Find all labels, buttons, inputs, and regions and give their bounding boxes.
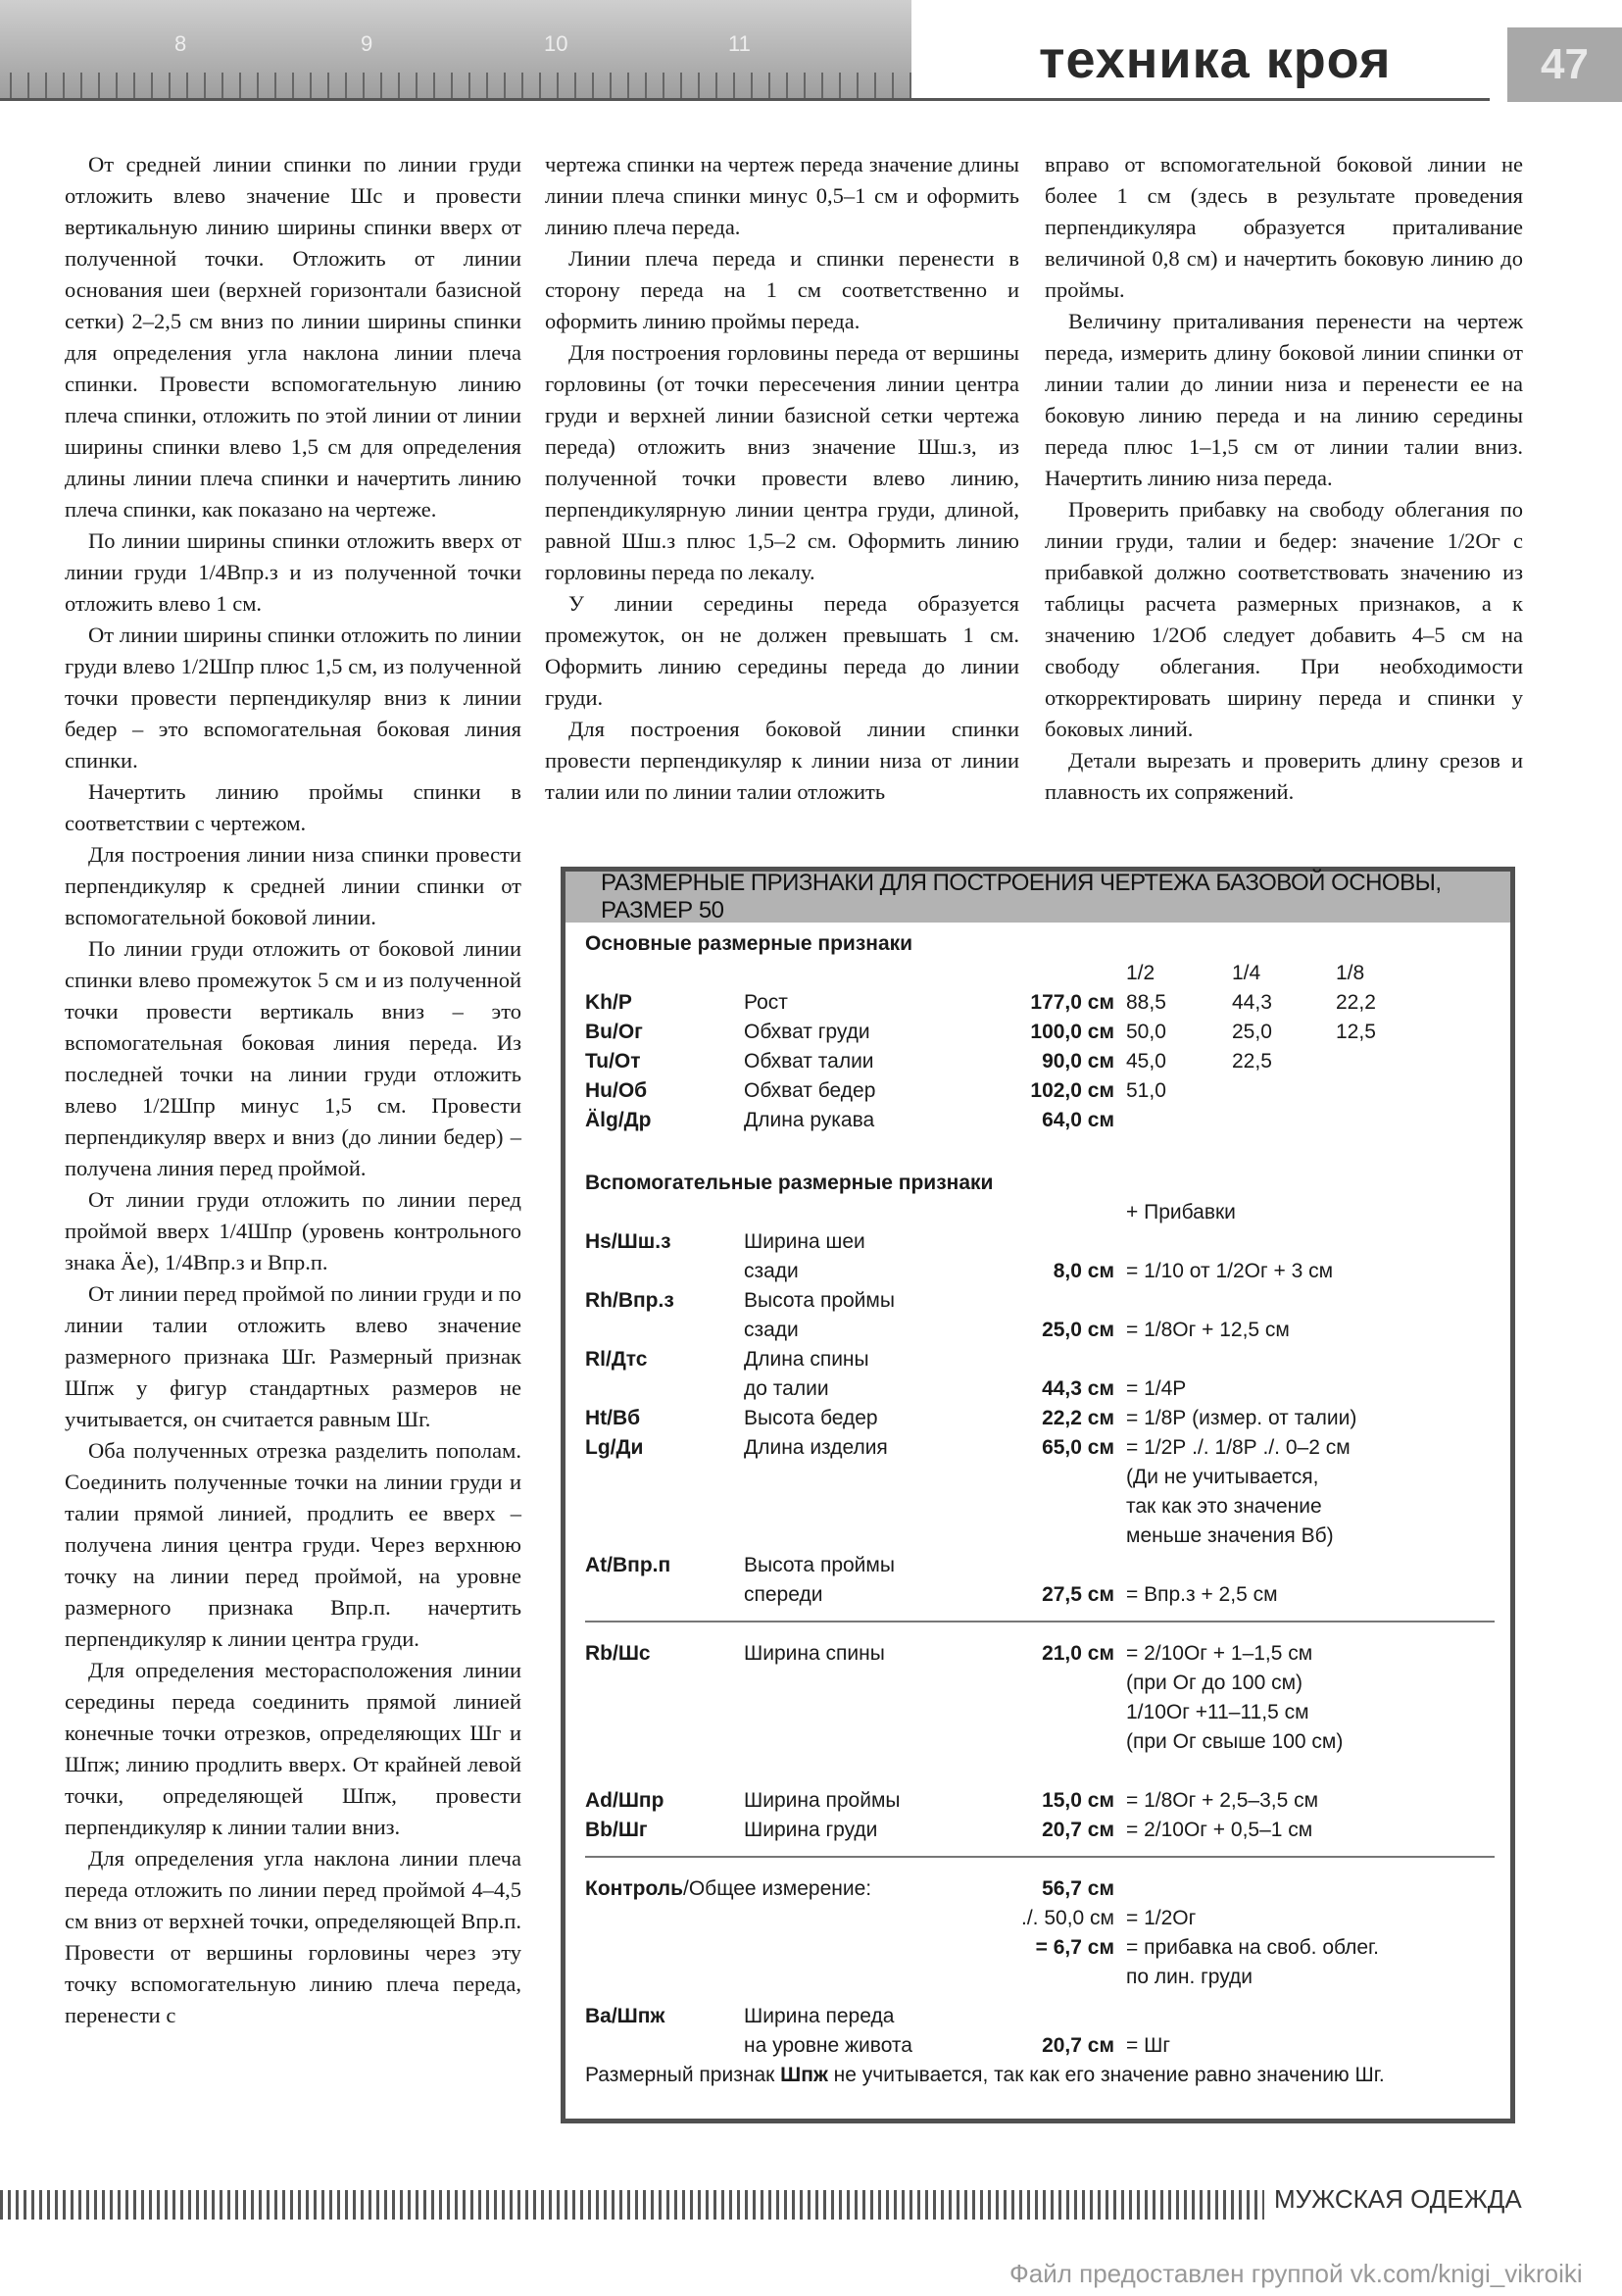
row-formula: = 1/2Р ./. 1/8Р ./. 0–2 см <box>1126 1436 1351 1459</box>
footer-barcode-strip <box>0 2190 1264 2220</box>
source-credit: Файл предоставлен группой vk.com/knigi_vikroiki <box>1009 2259 1583 2288</box>
row-name: спереди <box>744 1583 823 1606</box>
row-name: до талии <box>744 1377 829 1400</box>
row-half: 45,0 <box>1126 1050 1166 1073</box>
row-formula: = 2/10Ог + 1–1,5 см <box>1126 1642 1313 1665</box>
row-name: Высота проймы <box>744 1554 895 1576</box>
row-value: 90,0 см <box>1042 1050 1114 1073</box>
paragraph: По линии груди отложить от боковой линии спинки влево промежуток 5 см и из полученной точки провести вертикаль вниз – это вспомогательная боковая линия переда. Из последней точки на линии груди отложить влево 1/2Шпр минус 1,5 см. Провести перпендикуляр вверх и вниз (до линии бедер) – получена линия перед проймой. <box>65 936 521 1180</box>
row-quarter: 22,5 <box>1232 1050 1272 1073</box>
text-column-3 <box>1045 149 1523 808</box>
row-code: Hu/Об <box>585 1079 648 1102</box>
row-code: Ba/Шпж <box>585 2005 665 2027</box>
table-title: РАЗМЕРНЫЕ ПРИЗНАКИ ДЛЯ ПОСТРОЕНИЯ ЧЕРТЕЖА БАЗОВОЙ ОСНОВЫ, РАЗМЕР 50 <box>565 872 1510 923</box>
paragraph: У линии середины переда образуется промежуток, он не должен превышать 1 см. Оформить линию середины переда до линии груди. <box>545 591 1019 710</box>
paragraph: От средней линии спинки по линии груди отложить влево значение Шс и провести вертикальную линию ширины спинки вверх от полученной точки. Отложить от линии основания шеи (верхней горизонтали базисной сетки) 2–2,5 см вниз по линии ширины спинки для определения угла наклона линии плеча спинки. Провести вспомогательную линию плеча спинки, отложить по этой линии от линии ширины спинки влево 1,5 см для определения длины линии плеча спинки и начертить линию плеча спинки, как показано на чертеже. <box>65 152 521 522</box>
control-label <box>585 1877 871 1901</box>
paragraph: От линии перед проймой по линии груди и по линии талии отложить влево значение размерного признака Шг. Размерный признак Шпж у фигур стандартных размеров не учитывается, он считается равным Шг. <box>65 1281 521 1431</box>
row-note: (Ди не учитывается, <box>1126 1466 1319 1488</box>
control-subtract: ./. 50,0 см <box>1021 1907 1114 1929</box>
fraction-header: 1/8 <box>1336 962 1365 984</box>
row-code: Hs/Шш.з <box>585 1230 671 1253</box>
control-formula: = прибавка на своб. облег. <box>1126 1936 1379 1959</box>
row-formula: = 1/8Р (измер. от талии) <box>1126 1407 1357 1429</box>
row-note: так как это значение <box>1126 1495 1322 1518</box>
control-result: = 6,7 см <box>1035 1936 1114 1959</box>
paragraph: Для определения угла наклона линии плеча переда отложить по линии перед проймой 4–4,5 см вниз от верхней точки, определяющей Впр.п. Провести от вершины горловины через эту точку вспомогательную линию плеча переда, перенести с <box>65 1846 521 2027</box>
paragraph: Величину приталивания перенести на чертеж переда, измерить длину боковой линии спинки от линии талии до линии низа и перенести ее на боковую линию переда и на линию середины переда плюс 1–1,5 см от линии талии вниз. Начертить линию низа переда. <box>1045 309 1523 490</box>
text-column-2 <box>545 149 1019 808</box>
row-value: 15,0 см <box>1042 1789 1114 1812</box>
row-code: Älg/Др <box>585 1109 652 1131</box>
fraction-header: 1/2 <box>1126 962 1155 984</box>
ruler-number: 11 <box>728 31 751 56</box>
row-name: Рост <box>744 991 788 1014</box>
row-value: 21,0 см <box>1042 1642 1114 1665</box>
ruler-number: 9 <box>361 31 373 56</box>
row-formula: = 1/4Р <box>1126 1377 1187 1400</box>
paragraph: Для построения боковой линии спинки провести перпендикуляр к линии низа от линии талии или по линии талии отложить <box>545 717 1019 804</box>
row-note: меньше значения Вб) <box>1126 1524 1334 1547</box>
row-eighth: 12,5 <box>1336 1021 1376 1043</box>
row-eighth: 22,2 <box>1336 991 1376 1014</box>
ruler-strip <box>0 0 911 100</box>
row-formula: = 2/10Ог + 0,5–1 см <box>1126 1819 1313 1841</box>
row-name: сзади <box>744 1260 799 1282</box>
paragraph: Для определения месторасположения линии середины переда соединить прямой линией конечные точки отрезков, определяющих Шг и Шпж; линию продлить вверх. От крайней левой точки, определяющей Шпж, провести перпендикуляр к линии талии вниз. <box>65 1658 521 1839</box>
row-note: (при Ог свыше 100 см) <box>1126 1730 1344 1753</box>
paragraph: По линии ширины спинки отложить вверх от линии груди 1/4Впр.з и из полученной точки отложить влево 1 см. <box>65 528 521 616</box>
footnote-post: не учитывается, так как его значение равно значению Шг. <box>827 2064 1385 2086</box>
fraction-header: 1/4 <box>1232 962 1261 984</box>
paragraph: вправо от вспомогательной боковой линии не более 1 см (здесь в результате проведения перпендикуляра образуется приталивание величиной 0,8 см) и начертить боковую линию до проймы. <box>1045 152 1523 302</box>
row-formula: 1/10Ог +11–11,5 см <box>1126 1701 1309 1723</box>
row-name: Ширина спины <box>744 1642 885 1665</box>
row-half: 88,5 <box>1126 991 1166 1014</box>
aux-section-heading: Вспомогательные размерные признаки <box>585 1172 994 1194</box>
header-rule <box>0 98 1490 101</box>
control-label-rest: /Общее измерение: <box>683 1877 872 1900</box>
row-half: 51,0 <box>1126 1079 1166 1102</box>
paragraph: чертежа спинки на чертеж переда значение длины линии плеча спинки минус 0,5–1 см и оформить линию плеча переда. <box>545 152 1019 239</box>
section-title: техника кроя <box>1039 30 1392 89</box>
row-code: Ad/Шпр <box>585 1789 664 1812</box>
text-column-1 <box>65 149 521 2031</box>
row-name: Обхват талии <box>744 1050 874 1073</box>
row-formula: = 1/10 от 1/2Ог + 3 см <box>1126 1260 1334 1282</box>
row-value: 64,0 см <box>1042 1109 1114 1131</box>
row-name: Длина изделия <box>744 1436 888 1459</box>
measurements-table <box>561 867 1515 2123</box>
row-name: Ширина шеи <box>744 1230 865 1253</box>
row-code: Rl/Дтс <box>585 1348 648 1371</box>
row-name: Высота проймы <box>744 1289 895 1312</box>
row-code: Bu/Ог <box>585 1021 643 1043</box>
table-divider <box>585 1621 1495 1622</box>
row-value: 25,0 см <box>1042 1319 1114 1341</box>
row-code: Rh/Впр.з <box>585 1289 674 1312</box>
row-value: 65,0 см <box>1042 1436 1114 1459</box>
row-value: 20,7 см <box>1042 1819 1114 1841</box>
control-value: 56,7 см <box>1042 1877 1114 1900</box>
row-name: Длина рукава <box>744 1109 875 1131</box>
row-quarter: 44,3 <box>1232 991 1272 1014</box>
paragraph: Линии плеча переда и спинки перенести в сторону переда на 1 см соответственно и оформить линию проймы переда. <box>545 246 1019 333</box>
row-value: 177,0 см <box>1030 991 1114 1014</box>
paragraph: Проверить прибавку на свободу облегания по линии груди, талии и бедер: значение 1/2Ог с прибавкой должно соответствовать значению из таблицы расчета размерных признаков, а к значению 1/2Об следует добавить 4–5 см на свободу облегания. При необходимости откорректировать ширину переда и спинки у боковых линий. <box>1045 497 1523 741</box>
page-number: 47 <box>1507 27 1622 102</box>
row-code: Kh/P <box>585 991 632 1014</box>
row-code: Bb/Шг <box>585 1819 648 1841</box>
paragraph: Начертить линию проймы спинки в соответствии с чертежом. <box>65 779 521 835</box>
row-code: Rb/Шс <box>585 1642 651 1665</box>
row-value: 44,3 см <box>1042 1377 1114 1400</box>
row-name: Ширина переда <box>744 2005 895 2027</box>
row-value: 22,2 см <box>1042 1407 1114 1429</box>
row-name: Обхват бедер <box>744 1079 876 1102</box>
row-half: 50,0 <box>1126 1021 1166 1043</box>
row-value: 27,5 см <box>1042 1583 1114 1606</box>
ruler-number: 10 <box>544 31 568 56</box>
row-name: Обхват груди <box>744 1021 870 1043</box>
control-formula: = 1/2Ог <box>1126 1907 1197 1929</box>
row-formula: = Шг <box>1126 2034 1171 2057</box>
row-value: 100,0 см <box>1030 1021 1114 1043</box>
row-name: Ширина груди <box>744 1819 878 1841</box>
row-note: (при Ог до 100 см) <box>1126 1672 1303 1694</box>
row-code: Tu/От <box>585 1050 641 1073</box>
row-quarter: 25,0 <box>1232 1021 1272 1043</box>
row-name: Высота бедер <box>744 1407 878 1429</box>
row-code: At/Впр.п <box>585 1554 671 1576</box>
paragraph: Оба полученных отрезка разделить пополам. Соединить полученные точки на линии груди и талии прямой линией, продлить ее вверх – получена линия центра груди. Через верхнюю точку на линии перед проймой, на уровне размерного признака Впр.п. начертить перпендикуляр к линии центра груди. <box>65 1438 521 1651</box>
paragraph: От линии груди отложить по линии перед проймой вверх 1/4Шпр (уровень контрольного знака Äe), 1/4Впр.з и Впр.п. <box>65 1187 521 1274</box>
table-divider <box>585 1856 1495 1858</box>
paragraph: Для построения линии низа спинки провести перпендикуляр к средней линии спинки от вспомогательной боковой линии. <box>65 842 521 929</box>
row-code: Lg/Ди <box>585 1436 644 1459</box>
ruler-number: 8 <box>174 31 187 56</box>
additions-label: + Прибавки <box>1126 1201 1236 1223</box>
row-formula: = Впр.з + 2,5 см <box>1126 1583 1278 1606</box>
row-name: на уровне живота <box>744 2034 912 2057</box>
footnote-bold: Шпж <box>780 2064 828 2086</box>
paragraph: От линии ширины спинки отложить по линии груди влево 1/2Шпр плюс 1,5 см, из полученной точки провести перпендикуляр вниз к линии бедер – это вспомогательная боковая линия спинки. <box>65 623 521 773</box>
row-value: 20,7 см <box>1042 2034 1114 2057</box>
row-value: 8,0 см <box>1053 1260 1114 1282</box>
row-formula: = 1/8Ог + 12,5 см <box>1126 1319 1290 1341</box>
row-name: Ширина проймы <box>744 1789 901 1812</box>
control-label-bold: Контроль <box>585 1877 683 1900</box>
ruler-ticks <box>10 73 911 100</box>
main-section-heading: Основные размерные признаки <box>585 932 913 955</box>
row-name: Длина спины <box>744 1348 869 1371</box>
row-name: сзади <box>744 1319 799 1341</box>
footnote-pre: Размерный признак <box>585 2064 781 2086</box>
control-formula: по лин. груди <box>1126 1966 1253 1988</box>
table-footnote <box>585 2064 1385 2087</box>
row-code: Ht/Вб <box>585 1407 641 1429</box>
footer-section-name: МУЖСКАЯ ОДЕЖДА <box>1274 2184 1522 2214</box>
paragraph: Для построения горловины переда от вершины горловины (от точки пересечения линии центра груди и верхней линии базисной сетки чертежа переда) отложить вниз значение Шш.з, из полученной точки провести влево линию, перпендикулярную линии центра груди, длиной, равной Шш.з плюс 1,5–2 см. Оформить линию горловины переда по лекалу. <box>545 340 1019 584</box>
row-formula: = 1/8Ог + 2,5–3,5 см <box>1126 1789 1319 1812</box>
row-value: 102,0 см <box>1030 1079 1114 1102</box>
table-body <box>565 924 1510 2119</box>
paragraph: Детали вырезать и проверить длину срезов и плавность их сопряжений. <box>1045 748 1523 804</box>
